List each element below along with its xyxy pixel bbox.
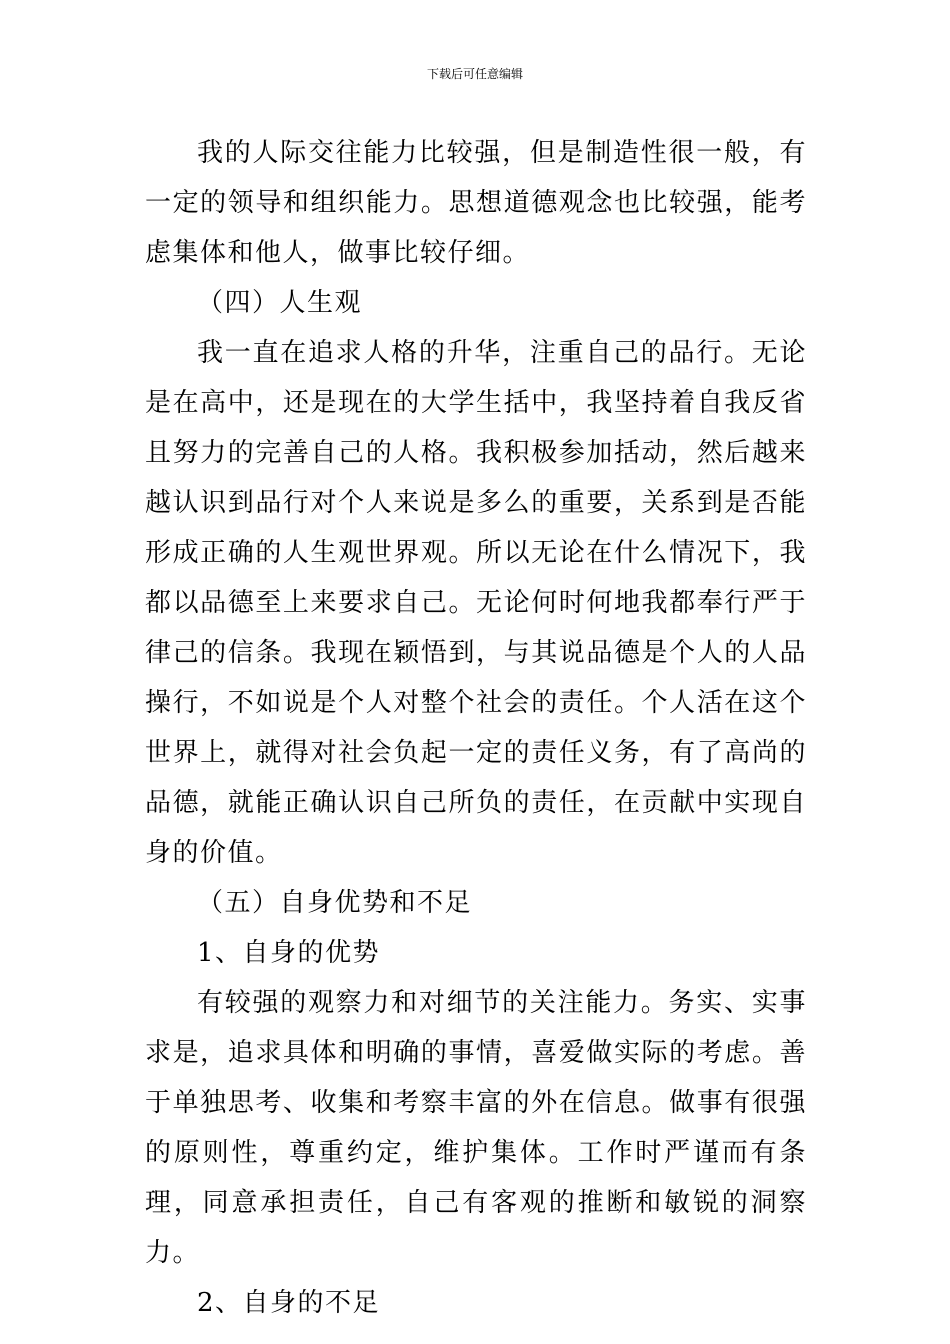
section-heading-outlook: （四）人生观 [197, 288, 363, 318]
document-body [145, 128, 807, 1328]
subheading-strengths: 1、自身的优势 [197, 938, 381, 968]
page-header: 下载后可任意编辑 [426, 67, 523, 81]
paragraph-interpersonal: 我的人际交往能力比较强，但是制造性很一般，有一定的领导和组织能力。思想道德观念也比较强，能考虑集体和他人，做事比较仔细。 [145, 138, 807, 268]
paragraph-strengths: 有较强的观察力和对细节的关注能力。务实、实事求是，追求具体和明确的事情，喜爱做实际的考虑。善于单独思考、收集和考察丰富的外在信息。做事有很强的原则性，尊重约定，维护集体。工作时严谨而有条理，同意承担责任，自己有客观的推断和敏锐的洞察力。 [145, 988, 807, 1268]
section-heading-strengths-weaknesses: （五）自身优势和不足 [197, 888, 473, 918]
paragraph-outlook: 我一直在追求人格的升华，注重自己的品行。无论是在高中，还是现在的大学生括中，我坚持着自我反省且努力的完善自己的人格。我积极参加括动，然后越来越认识到品行对个人来说是多么的重要，关系到是否能形成正确的人生观世界观。所以无论在什么情况下，我都以品德至上来要求自己。无论何时何地我都奉行严于律己的信条。我现在颖悟到，与其说品德是个人的人品操行，不如说是个人对整个社会的责任。个人活在这个世界上，就得对社会负起一定的责任义务，有了高尚的品德，就能正确认识自己所负的责任，在贡献中实现自身的价值。 [145, 338, 807, 868]
subheading-weaknesses: 2、自身的不足 [197, 1288, 381, 1318]
